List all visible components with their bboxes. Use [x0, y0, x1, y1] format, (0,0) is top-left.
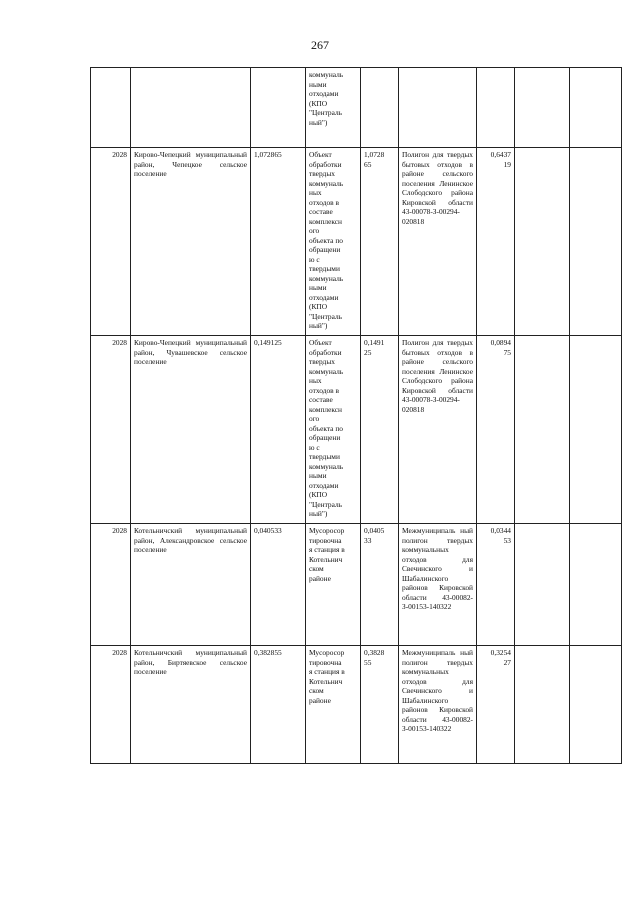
empty-cell: [515, 68, 570, 148]
table-row: [91, 646, 622, 764]
processed-mass-cell: 1,0728 65: [361, 148, 399, 336]
year-cell: 2028: [91, 148, 131, 336]
territory-cell: [131, 68, 251, 148]
territory-cell: Котельничский муниципальный район, Биртяевское сельское поселение: [131, 646, 251, 764]
page-number: 267: [311, 38, 329, 52]
disposal-facility-cell: Межмуниципаль ный полигон твердых коммунальных отходов для Свечинского и Шабалинского районов Кировской области 43-00082-З-00153-140322: [399, 524, 477, 646]
disposed-mass-cell: 0,6437 19: [477, 148, 515, 336]
processing-object-cell: Мусоросор тировочна я станция в Котельнич ском районе: [306, 524, 361, 646]
waste-mass-cell: 0,040533: [251, 524, 306, 646]
disposed-mass-cell: [477, 68, 515, 148]
processed-mass-cell: [361, 68, 399, 148]
disposal-facility-cell: Полигон для твердых бытовых отходов в районе сельского поселения Ленинское Слободского района Кировской области 43-00078-З-00294-020818: [399, 148, 477, 336]
processing-object-cell: Мусоросор тировочна я станция в Котельнич ском районе: [306, 646, 361, 764]
empty-cell: [570, 646, 622, 764]
processed-mass-cell: 0,0405 33: [361, 524, 399, 646]
disposal-facility-cell: Полигон для твердых бытовых отходов в районе сельского поселения Ленинское Слободского района Кировской области 43-00078-З-00294-020818: [399, 336, 477, 524]
waste-mass-cell: 1,072865: [251, 148, 306, 336]
year-cell: 2028: [91, 336, 131, 524]
table-row: [91, 524, 622, 646]
empty-cell: [570, 68, 622, 148]
territory-cell: Кирово-Чепецкий муниципальный район, Чепецкое сельское поселение: [131, 148, 251, 336]
processing-object-cell: Объект обработки твердых коммуналь ных отходов в составе комплексн ого объекта по обращени ю с твердыми коммуналь ными отходами (КПО "Централь ный"): [306, 336, 361, 524]
empty-cell: [570, 148, 622, 336]
disposed-mass-cell: 0,0344 53: [477, 524, 515, 646]
processing-object-cell: коммуналь ными отходами (КПО "Централь ный"): [306, 68, 361, 148]
processed-mass-cell: 0,3828 55: [361, 646, 399, 764]
year-cell: 2028: [91, 524, 131, 646]
waste-mass-cell: [251, 68, 306, 148]
empty-cell: [570, 336, 622, 524]
disposal-facility-cell: [399, 68, 477, 148]
table-row: [91, 336, 622, 524]
empty-cell: [515, 646, 570, 764]
waste-mass-cell: 0,149125: [251, 336, 306, 524]
territory-cell: Кирово-Чепецкий муниципальный район, Чувашевское сельское поселение: [131, 336, 251, 524]
disposed-mass-cell: 0,3254 27: [477, 646, 515, 764]
empty-cell: [515, 524, 570, 646]
disposed-mass-cell: 0,0894 75: [477, 336, 515, 524]
disposal-facility-cell: Межмуниципаль ный полигон твердых коммунальных отходов для Свечинского и Шабалинского районов Кировской области 43-00082-З-00153-140322: [399, 646, 477, 764]
processing-object-cell: Объект обработки твердых коммуналь ных отходов в составе комплексн ого объекта по обращени ю с твердыми коммуналь ными отходами (КПО "Централь ный"): [306, 148, 361, 336]
year-cell: 2028: [91, 646, 131, 764]
empty-cell: [570, 524, 622, 646]
empty-cell: [515, 148, 570, 336]
processed-mass-cell: 0,1491 25: [361, 336, 399, 524]
year-cell: [91, 68, 131, 148]
table-row: [91, 68, 622, 148]
waste-flow-table: [90, 67, 622, 764]
empty-cell: [515, 336, 570, 524]
table-row: [91, 148, 622, 336]
waste-mass-cell: 0,382855: [251, 646, 306, 764]
territory-cell: Котельничский муниципальный район, Александровское сельское поселение: [131, 524, 251, 646]
